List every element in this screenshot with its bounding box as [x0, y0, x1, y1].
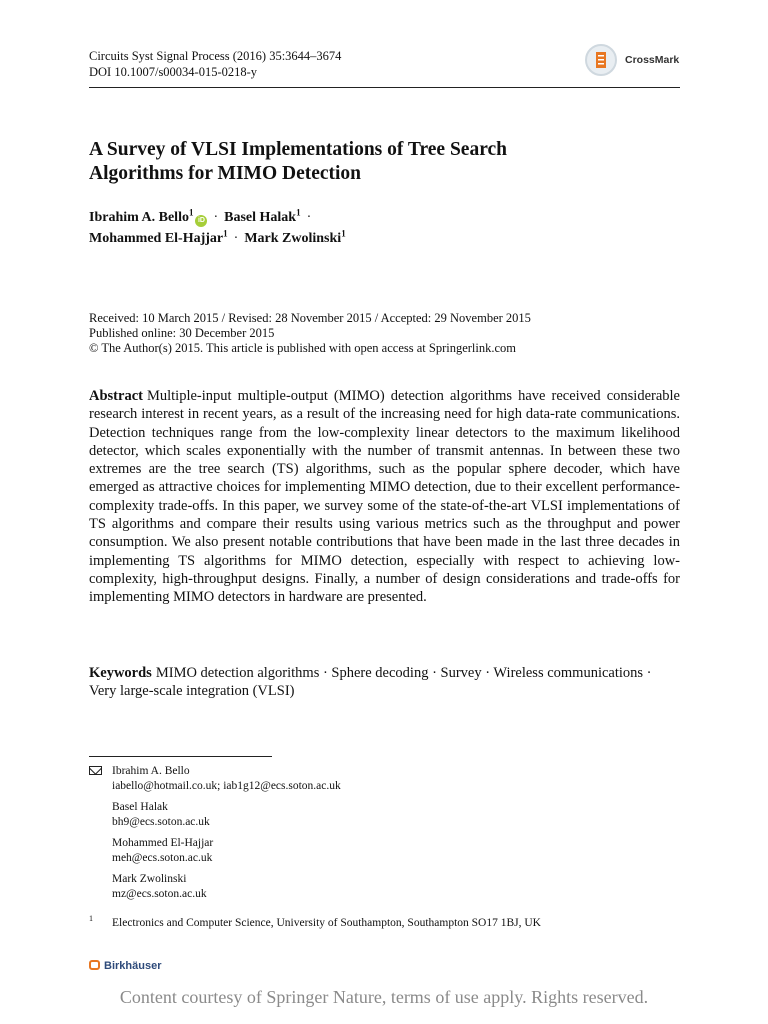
affiliation-text: Electronics and Computer Science, University of Southampton, Southampton SO17 1BJ, UK	[112, 917, 541, 929]
author-separator: ·	[213, 210, 219, 225]
crossmark-link[interactable]	[585, 44, 695, 78]
contact-name: Ibrahim A. Bello	[112, 765, 190, 777]
contact-entry	[89, 836, 649, 865]
journal-citation: Circuits Syst Signal Process (2016) 35:3644–3674	[89, 49, 342, 63]
author-name: Basel Halak	[224, 210, 297, 225]
contact-email[interactable]: iabello@hotmail.co.uk; iab1g12@ecs.soton.ac.uk	[112, 779, 341, 792]
contact-entry	[89, 800, 649, 829]
paper-title	[89, 138, 689, 186]
contact-entry	[89, 872, 649, 901]
doi[interactable]: DOI 10.1007/s00034-015-0218-y	[89, 65, 258, 79]
publisher-logo	[89, 960, 161, 972]
footnote-divider	[89, 756, 272, 757]
author-name: Mark Zwolinski	[244, 231, 342, 246]
author-line-1	[89, 207, 689, 228]
affiliation-marker: 1	[89, 914, 93, 924]
author-name: Mohammed El-Hajjar	[89, 231, 224, 246]
author-affil-marker: 1	[341, 228, 346, 239]
copyright-line: © The Author(s) 2015. This article is published with open access at Springerlink.com	[89, 341, 517, 355]
dates-line-1: Received: 10 March 2015 / Revised: 28 November 2015 / Accepted: 29 November 2015	[89, 311, 531, 325]
dates-line-2: Published online: 30 December 2015	[89, 326, 275, 340]
contact-name: Basel Halak	[112, 801, 168, 813]
contact-name: Mark Zwolinski	[112, 873, 187, 885]
author-separator: ·	[306, 210, 312, 225]
author-name: Ibrahim A. Bello	[89, 210, 189, 225]
contact-email[interactable]: mz@ecs.soton.ac.uk	[112, 887, 207, 900]
header-divider	[89, 87, 680, 88]
title-line-2: Algorithms for MIMO Detection	[89, 163, 362, 184]
contact-name: Mohammed El-Hajjar	[112, 837, 214, 849]
publisher-name: Birkhäuser	[104, 960, 162, 972]
keywords-text: MIMO detection algorithms · Sphere decoding · Survey · Wireless communications · Very large-scale integration (VLSI)	[89, 665, 652, 700]
publication-dates	[89, 311, 689, 356]
author-affil-marker: 1	[296, 207, 301, 218]
keywords-label: Keywords	[89, 665, 152, 681]
author-line-2	[89, 228, 689, 249]
author-affil-marker: 1	[188, 207, 194, 218]
birkhauser-logo-icon	[89, 960, 100, 970]
affiliation-footnote	[89, 916, 689, 931]
crossmark-label: CrossMark	[625, 54, 680, 66]
author-list	[89, 207, 689, 249]
author-separator: ·	[233, 231, 239, 246]
author-contacts	[89, 764, 649, 908]
abstract	[89, 387, 680, 607]
courtesy-notice: Content courtesy of Springer Nature, terms of use apply. Rights reserved.	[119, 987, 649, 1007]
contact-entry	[89, 764, 649, 793]
keywords	[89, 664, 680, 701]
author-affil-marker: 1	[223, 228, 228, 239]
contact-email[interactable]: bh9@ecs.soton.ac.uk	[112, 815, 210, 828]
title-line-1: A Survey of VLSI Implementations of Tree Search	[89, 139, 507, 160]
crossmark-icon	[585, 44, 617, 76]
abstract-label: Abstract	[89, 388, 143, 404]
contact-email[interactable]: meh@ecs.soton.ac.uk	[112, 851, 213, 864]
abstract-text: Multiple-input multiple-output (MIMO) detection algorithms have received considerable research interest in recent years, as a result of the increasing need for high data-rate communications. Detection techniques range from the low-complexity linear detectors to the maximum likelihood detector, which scales exponentially with the number of transmit antennas. In between these two extremes are the tree search (TS) algorithms, such as the popular sphere decoder, which have emerged as attractive choices for implementing MIMO detection, due to their excellent performance-complexity trade-offs. In this paper, we survey some of the state-of-the-art VLSI implementations of TS algorithms and compare their results using various metrics such as the throughput and power consumption. We also present notable contributions that have been made in the last three decades in implementing TS algorithms for MIMO detection, especially with respect to achieving low-complexity, high-throughput designs. Finally, a number of design considerations and trade-offs for implementing MIMO detectors in hardware are presented.	[89, 388, 680, 606]
envelope-icon	[89, 766, 102, 775]
orcid-icon[interactable]: iD	[195, 215, 207, 227]
